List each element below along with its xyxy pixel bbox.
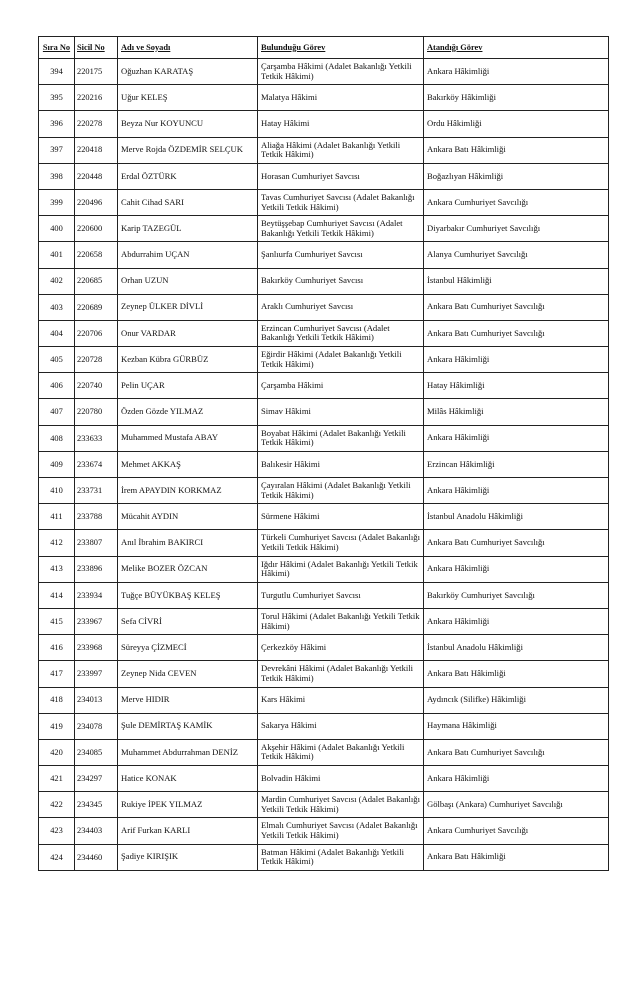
cell-bulundugu-gorev: Iğdır Hâkimi (Adalet Bakanlığı Yetkili Tetkik Hâkimi) (258, 556, 424, 582)
cell-atandigi-gorev: Ankara Cumhuriyet Savcılığı (424, 818, 609, 844)
cell-adi-soyadi: Mücahit AYDIN (118, 504, 258, 530)
cell-atandigi-gorev: Bakırköy Cumhuriyet Savcılığı (424, 582, 609, 608)
cell-adi-soyadi: Hatice KONAK (118, 766, 258, 792)
cell-sira-no: 421 (39, 766, 75, 792)
cell-sira-no: 400 (39, 216, 75, 242)
cell-adi-soyadi: Merve Rojda ÖZDEMİR SELÇUK (118, 137, 258, 163)
cell-bulundugu-gorev: Şanlıurfa Cumhuriyet Savcısı (258, 242, 424, 268)
cell-sira-no: 397 (39, 137, 75, 163)
cell-bulundugu-gorev: Balıkesir Hâkimi (258, 451, 424, 477)
header-sira-no: Sıra No (39, 37, 75, 59)
cell-bulundugu-gorev: Batman Hâkimi (Adalet Bakanlığı Yetkili Tetkik Hâkimi) (258, 844, 424, 870)
cell-bulundugu-gorev: Akşehir Hâkimi (Adalet Bakanlığı Yetkili Tetkik Hâkimi) (258, 739, 424, 765)
table-row (39, 478, 609, 504)
table-row (39, 294, 609, 320)
cell-bulundugu-gorev: Beytüşşebap Cumhuriyet Savcısı (Adalet Bakanlığı Yetkili Tetkik Hâkimi) (258, 216, 424, 242)
cell-sicil-no: 233788 (75, 504, 118, 530)
cell-sicil-no: 233633 (75, 425, 118, 451)
cell-adi-soyadi: Erdal ÖZTÜRK (118, 163, 258, 189)
cell-sira-no: 394 (39, 59, 75, 85)
table-row (39, 451, 609, 477)
cell-adi-soyadi: Zeynep Nida CEVEN (118, 661, 258, 687)
cell-sicil-no: 234078 (75, 713, 118, 739)
table-row (39, 268, 609, 294)
cell-sira-no: 408 (39, 425, 75, 451)
table-body (39, 59, 609, 871)
cell-sicil-no: 220216 (75, 85, 118, 111)
cell-sicil-no: 220685 (75, 268, 118, 294)
cell-adi-soyadi: Özden Gözde YILMAZ (118, 399, 258, 425)
cell-adi-soyadi: Şule DEMİRTAŞ KAMİK (118, 713, 258, 739)
cell-bulundugu-gorev: Mardin Cumhuriyet Savcısı (Adalet Bakanlığı Yetkili Tetkik Hâkimi) (258, 792, 424, 818)
cell-sira-no: 404 (39, 320, 75, 346)
cell-adi-soyadi: Tuğçe BÜYÜKBAŞ KELEŞ (118, 582, 258, 608)
table-row (39, 347, 609, 373)
cell-sicil-no: 233807 (75, 530, 118, 556)
cell-sicil-no: 233674 (75, 451, 118, 477)
cell-sira-no: 399 (39, 189, 75, 215)
cell-sira-no: 414 (39, 582, 75, 608)
table-row (39, 713, 609, 739)
cell-sira-no: 410 (39, 478, 75, 504)
cell-atandigi-gorev: İstanbul Anadolu Hâkimliği (424, 504, 609, 530)
cell-sira-no: 415 (39, 608, 75, 634)
cell-atandigi-gorev: Ordu Hâkimliği (424, 111, 609, 137)
cell-atandigi-gorev: Diyarbakır Cumhuriyet Savcılığı (424, 216, 609, 242)
table-header (39, 37, 609, 59)
cell-sicil-no: 234345 (75, 792, 118, 818)
cell-adi-soyadi: Rukiye İPEK YILMAZ (118, 792, 258, 818)
cell-bulundugu-gorev: Torul Hâkimi (Adalet Bakanlığı Yetkili Tetkik Hâkimi) (258, 608, 424, 634)
cell-sicil-no: 220448 (75, 163, 118, 189)
cell-atandigi-gorev: Ankara Batı Hâkimliği (424, 137, 609, 163)
cell-atandigi-gorev: Bakırköy Hâkimliği (424, 85, 609, 111)
header-adi-soyadi: Adı ve Soyadı (118, 37, 258, 59)
cell-bulundugu-gorev: Simav Hâkimi (258, 399, 424, 425)
cell-atandigi-gorev: Ankara Batı Cumhuriyet Savcılığı (424, 739, 609, 765)
cell-sira-no: 405 (39, 347, 75, 373)
cell-adi-soyadi: Melike BOZER ÖZCAN (118, 556, 258, 582)
cell-sira-no: 396 (39, 111, 75, 137)
cell-adi-soyadi: Beyza Nur KOYUNCU (118, 111, 258, 137)
cell-atandigi-gorev: Ankara Batı Cumhuriyet Savcılığı (424, 320, 609, 346)
table-row (39, 320, 609, 346)
cell-sicil-no: 234403 (75, 818, 118, 844)
cell-sicil-no: 233896 (75, 556, 118, 582)
cell-bulundugu-gorev: Kars Hâkimi (258, 687, 424, 713)
cell-atandigi-gorev: Ankara Hâkimliği (424, 59, 609, 85)
cell-sira-no: 409 (39, 451, 75, 477)
table-row (39, 216, 609, 242)
cell-sicil-no: 220278 (75, 111, 118, 137)
cell-adi-soyadi: Şadiye KIRIŞIK (118, 844, 258, 870)
cell-sira-no: 416 (39, 635, 75, 661)
cell-adi-soyadi: Sefa CİVRİ (118, 608, 258, 634)
cell-bulundugu-gorev: Turgutlu Cumhuriyet Savcısı (258, 582, 424, 608)
cell-bulundugu-gorev: Bakırköy Cumhuriyet Savcısı (258, 268, 424, 294)
cell-atandigi-gorev: Aydıncık (Silifke) Hâkimliği (424, 687, 609, 713)
cell-bulundugu-gorev: Horasan Cumhuriyet Savcısı (258, 163, 424, 189)
cell-sira-no: 411 (39, 504, 75, 530)
table-row (39, 661, 609, 687)
cell-atandigi-gorev: Ankara Hâkimliği (424, 556, 609, 582)
cell-sira-no: 403 (39, 294, 75, 320)
cell-bulundugu-gorev: Çarşamba Hâkimi (Adalet Bakanlığı Yetkili Tetkik Hâkimi) (258, 59, 424, 85)
cell-bulundugu-gorev: Aliağa Hâkimi (Adalet Bakanlığı Yetkili Tetkik Hâkimi) (258, 137, 424, 163)
cell-adi-soyadi: Zeynep ÜLKER DİVLİ (118, 294, 258, 320)
table-row (39, 582, 609, 608)
cell-sicil-no: 220706 (75, 320, 118, 346)
cell-atandigi-gorev: Ankara Batı Hâkimliği (424, 661, 609, 687)
cell-atandigi-gorev: Ankara Hâkimliği (424, 478, 609, 504)
cell-sira-no: 423 (39, 818, 75, 844)
table-row (39, 163, 609, 189)
cell-sira-no: 418 (39, 687, 75, 713)
cell-atandigi-gorev: Ankara Batı Hâkimliği (424, 844, 609, 870)
cell-sicil-no: 234297 (75, 766, 118, 792)
table-row (39, 818, 609, 844)
cell-sira-no: 413 (39, 556, 75, 582)
cell-bulundugu-gorev: Malatya Hâkimi (258, 85, 424, 111)
cell-bulundugu-gorev: Çerkezköy Hâkimi (258, 635, 424, 661)
cell-sicil-no: 234460 (75, 844, 118, 870)
table-row (39, 766, 609, 792)
cell-bulundugu-gorev: Devrekâni Hâkimi (Adalet Bakanlığı Yetkili Tetkik Hâkimi) (258, 661, 424, 687)
table-row (39, 556, 609, 582)
cell-atandigi-gorev: Ankara Hâkimliği (424, 425, 609, 451)
table-row (39, 739, 609, 765)
cell-sicil-no: 220728 (75, 347, 118, 373)
table-row (39, 687, 609, 713)
cell-sicil-no: 233968 (75, 635, 118, 661)
cell-adi-soyadi: Muhammed Mustafa ABAY (118, 425, 258, 451)
header-row (39, 37, 609, 59)
cell-atandigi-gorev: Ankara Hâkimliği (424, 347, 609, 373)
cell-sicil-no: 220740 (75, 373, 118, 399)
table-row (39, 59, 609, 85)
cell-sicil-no: 233731 (75, 478, 118, 504)
cell-sicil-no: 233967 (75, 608, 118, 634)
cell-bulundugu-gorev: Hatay Hâkimi (258, 111, 424, 137)
cell-atandigi-gorev: Ankara Batı Cumhuriyet Savcılığı (424, 530, 609, 556)
cell-sira-no: 422 (39, 792, 75, 818)
cell-atandigi-gorev: Boğazlıyan Hâkimliği (424, 163, 609, 189)
table-row (39, 373, 609, 399)
cell-bulundugu-gorev: Erzincan Cumhuriyet Savcısı (Adalet Bakanlığı Yetkili Tetkik Hâkimi) (258, 320, 424, 346)
cell-sicil-no: 220418 (75, 137, 118, 163)
cell-sira-no: 401 (39, 242, 75, 268)
cell-atandigi-gorev: Ankara Hâkimliği (424, 766, 609, 792)
table-row (39, 504, 609, 530)
table-row (39, 425, 609, 451)
cell-adi-soyadi: Karip TAZEGÜL (118, 216, 258, 242)
cell-sicil-no: 220689 (75, 294, 118, 320)
cell-adi-soyadi: Orhan UZUN (118, 268, 258, 294)
appointments-table (38, 36, 609, 871)
cell-adi-soyadi: Oğuzhan KARATAŞ (118, 59, 258, 85)
cell-sicil-no: 220658 (75, 242, 118, 268)
table-row (39, 844, 609, 870)
cell-adi-soyadi: Süreyya ÇİZMECİ (118, 635, 258, 661)
cell-atandigi-gorev: Ankara Hâkimliği (424, 608, 609, 634)
cell-sira-no: 402 (39, 268, 75, 294)
table-row (39, 635, 609, 661)
cell-sicil-no: 220496 (75, 189, 118, 215)
cell-atandigi-gorev: Ankara Cumhuriyet Savcılığı (424, 189, 609, 215)
cell-sira-no: 398 (39, 163, 75, 189)
cell-bulundugu-gorev: Eğirdir Hâkimi (Adalet Bakanlığı Yetkili Tetkik Hâkimi) (258, 347, 424, 373)
cell-sicil-no: 234013 (75, 687, 118, 713)
cell-atandigi-gorev: Alanya Cumhuriyet Savcılığı (424, 242, 609, 268)
cell-bulundugu-gorev: Elmalı Cumhuriyet Savcısı (Adalet Bakanlığı Yetkili Tetkik Hâkimi) (258, 818, 424, 844)
cell-sira-no: 406 (39, 373, 75, 399)
table-row (39, 792, 609, 818)
header-atandigi-gorev: Atandığı Görev (424, 37, 609, 59)
cell-adi-soyadi: İrem APAYDIN KORKMAZ (118, 478, 258, 504)
cell-sicil-no: 233997 (75, 661, 118, 687)
cell-adi-soyadi: Merve HIDIR (118, 687, 258, 713)
cell-sicil-no: 233934 (75, 582, 118, 608)
table-row (39, 608, 609, 634)
cell-adi-soyadi: Muhammet Abdurrahman DENİZ (118, 739, 258, 765)
cell-adi-soyadi: Mehmet AKKAŞ (118, 451, 258, 477)
cell-sicil-no: 234085 (75, 739, 118, 765)
cell-sira-no: 417 (39, 661, 75, 687)
cell-atandigi-gorev: İstanbul Hâkimliği (424, 268, 609, 294)
cell-sira-no: 420 (39, 739, 75, 765)
cell-adi-soyadi: Kezban Kübra GÜRBÜZ (118, 347, 258, 373)
cell-adi-soyadi: Cahit Cihad SARI (118, 189, 258, 215)
cell-sicil-no: 220780 (75, 399, 118, 425)
cell-bulundugu-gorev: Çarşamba Hâkimi (258, 373, 424, 399)
cell-adi-soyadi: Onur VARDAR (118, 320, 258, 346)
table-row (39, 530, 609, 556)
cell-adi-soyadi: Anıl İbrahim BAKIRCI (118, 530, 258, 556)
cell-sira-no: 395 (39, 85, 75, 111)
table-row (39, 242, 609, 268)
table-row (39, 399, 609, 425)
cell-bulundugu-gorev: Çayıralan Hâkimi (Adalet Bakanlığı Yetkili Tetkik Hâkimi) (258, 478, 424, 504)
cell-adi-soyadi: Uğur KELEŞ (118, 85, 258, 111)
cell-adi-soyadi: Abdurrahim UÇAN (118, 242, 258, 268)
cell-sira-no: 412 (39, 530, 75, 556)
table-row (39, 189, 609, 215)
cell-bulundugu-gorev: Tavas Cumhuriyet Savcısı (Adalet Bakanlığı Yetkili Tetkik Hâkimi) (258, 189, 424, 215)
header-sicil-no: Sicil No (75, 37, 118, 59)
table-row (39, 85, 609, 111)
cell-atandigi-gorev: İstanbul Anadolu Hâkimliği (424, 635, 609, 661)
cell-atandigi-gorev: Hatay Hâkimliği (424, 373, 609, 399)
cell-bulundugu-gorev: Araklı Cumhuriyet Savcısı (258, 294, 424, 320)
header-bulundugu-gorev: Bulunduğu Görev (258, 37, 424, 59)
cell-bulundugu-gorev: Bolvadin Hâkimi (258, 766, 424, 792)
cell-sira-no: 424 (39, 844, 75, 870)
cell-atandigi-gorev: Milâs Hâkimliği (424, 399, 609, 425)
table-row (39, 111, 609, 137)
cell-atandigi-gorev: Ankara Batı Cumhuriyet Savcılığı (424, 294, 609, 320)
cell-sira-no: 407 (39, 399, 75, 425)
cell-bulundugu-gorev: Boyabat Hâkimi (Adalet Bakanlığı Yetkili Tetkik Hâkimi) (258, 425, 424, 451)
cell-bulundugu-gorev: Sürmene Hâkimi (258, 504, 424, 530)
table-row (39, 137, 609, 163)
cell-sicil-no: 220600 (75, 216, 118, 242)
cell-adi-soyadi: Pelin UÇAR (118, 373, 258, 399)
cell-sira-no: 419 (39, 713, 75, 739)
cell-atandigi-gorev: Haymana Hâkimliği (424, 713, 609, 739)
cell-adi-soyadi: Arif Furkan KARLI (118, 818, 258, 844)
cell-sicil-no: 220175 (75, 59, 118, 85)
cell-bulundugu-gorev: Sakarya Hâkimi (258, 713, 424, 739)
cell-atandigi-gorev: Gölbaşı (Ankara) Cumhuriyet Savcılığı (424, 792, 609, 818)
cell-bulundugu-gorev: Türkeli Cumhuriyet Savcısı (Adalet Bakanlığı Yetkili Tetkik Hâkimi) (258, 530, 424, 556)
cell-atandigi-gorev: Erzincan Hâkimliği (424, 451, 609, 477)
